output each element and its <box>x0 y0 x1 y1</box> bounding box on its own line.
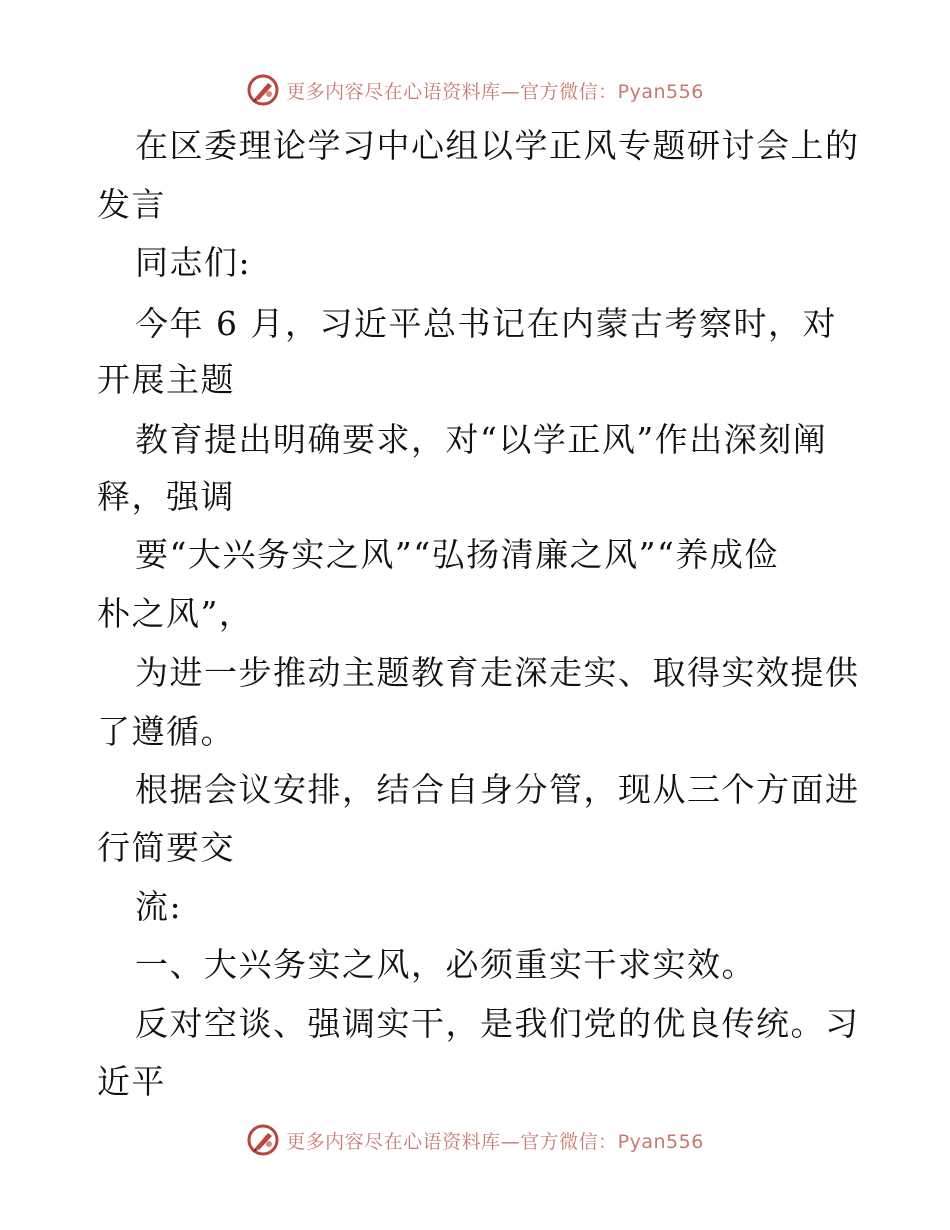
footer-banner-text: 更多内容尽在心语资料库—官方微信：Pyan556 <box>286 1130 704 1153</box>
body-line: 今年 6 月，习近平总书记在内蒙古考察时，对 <box>135 304 837 343</box>
body-line: 在区委理论学习中心组以学正风专题研讨会上的 <box>135 126 860 165</box>
footer-banner <box>0 1120 950 1160</box>
section-heading: 一、大兴务实之风，必须重实干求实效。 <box>135 945 756 984</box>
pen-seal-logo-icon <box>246 1123 280 1157</box>
body-line: 释，强调 <box>97 477 235 516</box>
body-line: 根据会议安排，结合自身分管，现从三个方面进 <box>135 770 860 809</box>
body-line: 同志们: <box>135 243 252 282</box>
body-line: 反对空谈、强调实干，是我们党的优良传统。习 <box>135 1004 860 1043</box>
body-line: 朴之风”， <box>97 594 254 633</box>
body-line: 行简要交 <box>97 828 235 867</box>
footer-banner-inner <box>246 1123 704 1157</box>
body-line: 近平 <box>97 1062 166 1101</box>
body-line: 为进一步推动主题教育走深走实、取得实效提供 <box>135 653 860 692</box>
header-banner-text: 更多内容尽在心语资料库—官方微信：Pyan556 <box>286 80 704 103</box>
body-line: 了遵循。 <box>97 712 235 751</box>
body-line: 流: <box>135 887 183 926</box>
body-line: 教育提出明确要求，对“以学正风”作出深刻阐 <box>135 420 828 459</box>
body-line: 开展主题 <box>97 360 235 399</box>
body-line: 要“大兴务实之风”“弘扬清廉之风”“养成俭 <box>135 535 779 574</box>
body-line: 发言 <box>97 185 166 224</box>
